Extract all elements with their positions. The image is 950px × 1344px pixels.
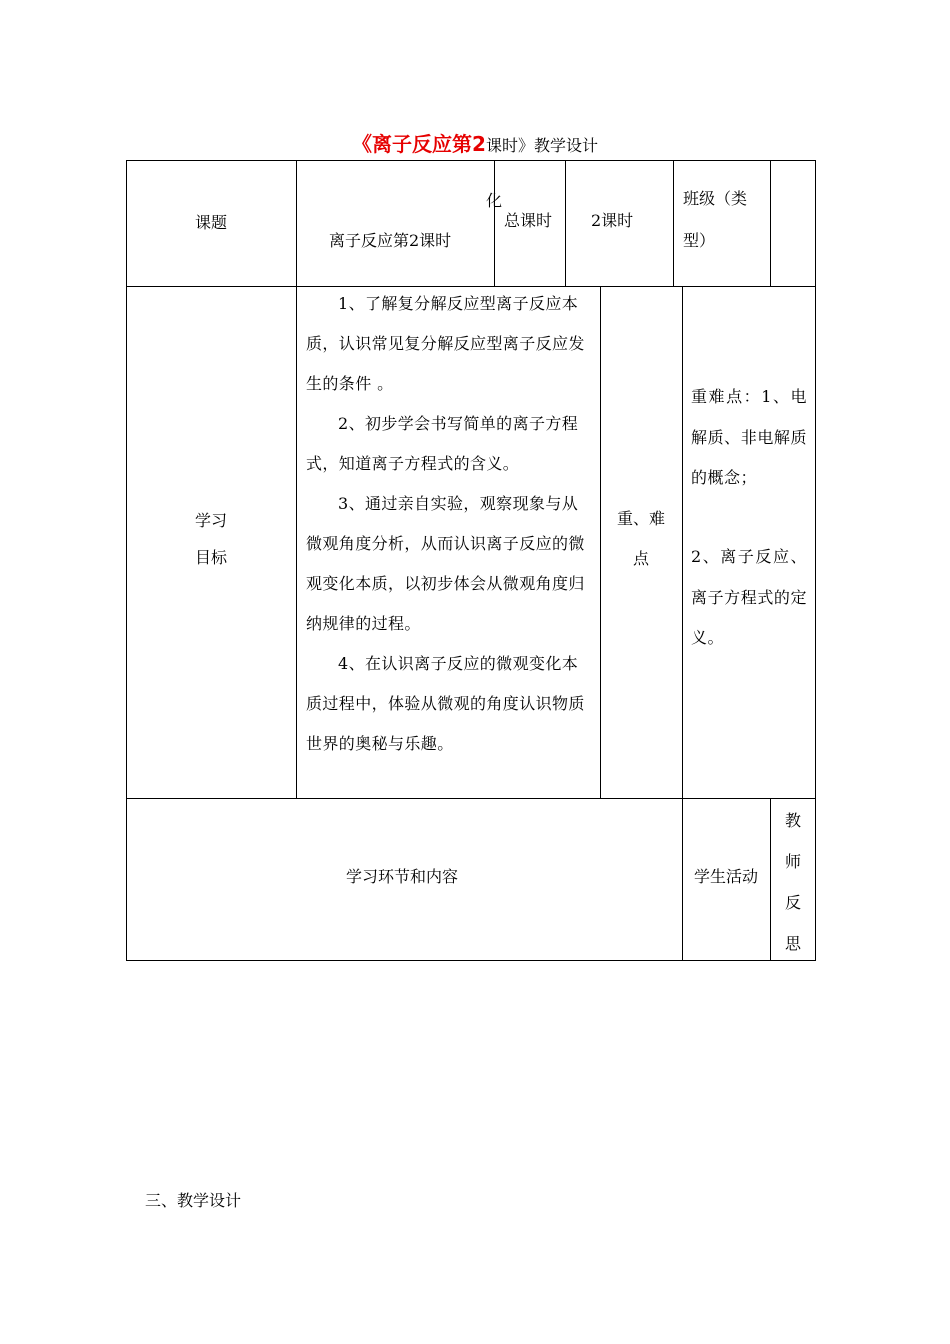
table-col-divider — [770, 160, 771, 286]
table-col-divider — [682, 286, 683, 798]
section-heading: 三、教学设计 — [145, 1191, 242, 1210]
table-border-left — [126, 160, 127, 961]
goal-item: 3、通过亲自实验，观察现象与从微观角度分析，从而认识离子反应的微观变化本质，以初步体会从微观角度归纳规律的过程。 — [306, 494, 585, 633]
learning-goals-list — [306, 284, 594, 764]
goal-item: 4、在认识离子反应的微观变化本质过程中，体验从微观的角度认识物质世界的奥秘与乐趣。 — [306, 654, 585, 753]
topic-subject-char: 化 — [486, 191, 503, 210]
table-border-top — [126, 160, 816, 161]
class-type-label-cont: 型） — [683, 231, 716, 250]
table-row-divider — [126, 798, 816, 799]
total-hours-label: 总课时 — [504, 211, 553, 230]
table-col-divider — [296, 286, 297, 798]
teacher-reflection-char: 教 — [784, 811, 801, 830]
total-hours-value: 2课时 — [591, 211, 634, 230]
topic-label: 课题 — [195, 213, 228, 232]
table-col-divider — [673, 160, 674, 286]
learning-goals-label-cont: 目标 — [195, 548, 228, 567]
learning-goals-label: 学习 — [195, 511, 228, 530]
key-points-text: 重难点：1、电解质、非电解质的概念； — [691, 387, 807, 487]
student-activity-label: 学生活动 — [694, 867, 759, 886]
topic-value: 离子反应第2课时 — [329, 231, 452, 250]
table-col-divider — [682, 798, 683, 960]
table-border-bottom — [126, 960, 816, 961]
document-title — [0, 128, 950, 157]
teacher-reflection-label — [773, 800, 813, 964]
table-border-right — [815, 160, 816, 961]
teacher-reflection-char: 反 — [784, 893, 801, 912]
key-points-text: 2、离子反应、离子方程式的定义。 — [691, 547, 807, 647]
title-highlight: 《离子反应第2 — [352, 132, 486, 156]
class-type-label: 班级（类 — [683, 189, 748, 208]
key-points-label-cont: 点 — [633, 549, 650, 568]
table-col-divider — [296, 160, 297, 286]
title-rest: 课时》教学设计 — [485, 136, 598, 155]
teacher-reflection-char: 思 — [784, 934, 801, 953]
goal-item: 1、了解复分解反应型离子反应本质，认识常见复分解反应型离子反应发生的条件 。 — [306, 294, 585, 393]
table-col-divider — [565, 160, 566, 286]
table-col-divider — [600, 286, 601, 798]
goal-item: 2、初步学会书写简单的离子方程式，知道离子方程式的含义。 — [306, 414, 579, 473]
teacher-reflection-char: 师 — [784, 852, 801, 871]
table-col-divider — [494, 160, 495, 286]
key-points-label: 重、难 — [617, 509, 666, 528]
table-col-divider — [770, 798, 771, 960]
content-label: 学习环节和内容 — [346, 867, 459, 886]
